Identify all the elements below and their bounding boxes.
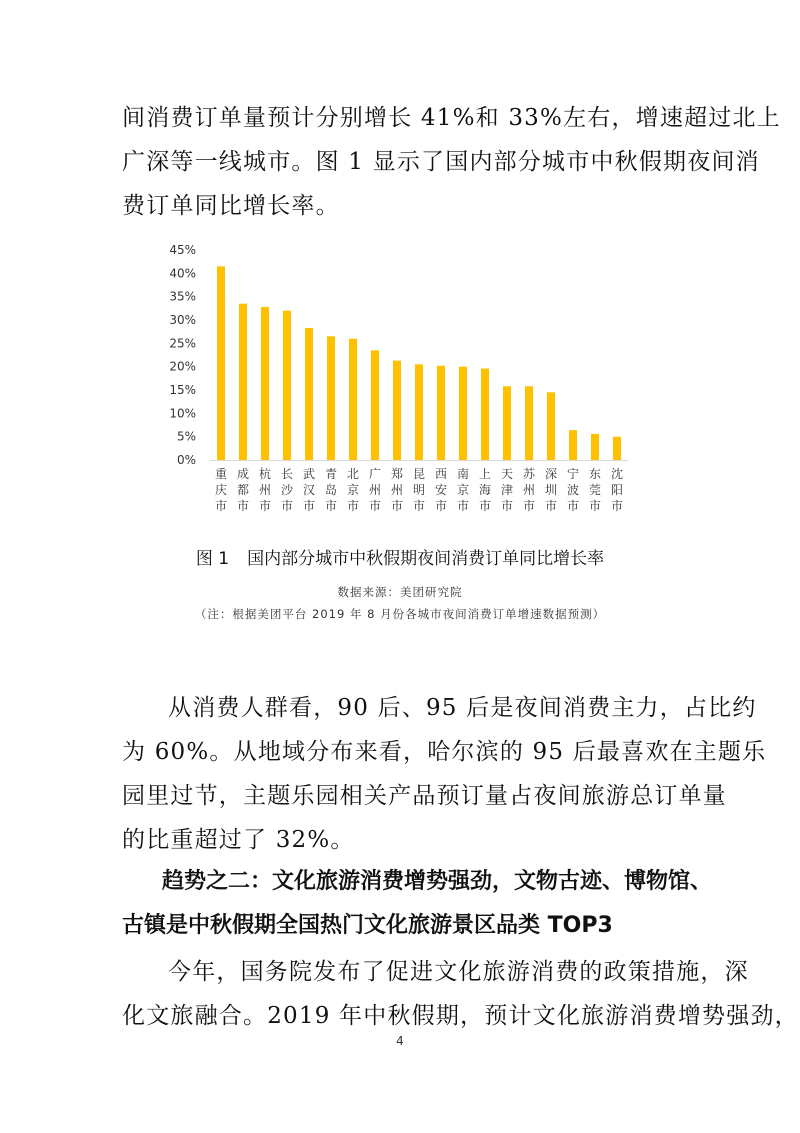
x-category-label: 西安市 [434, 467, 448, 513]
y-tick-label: 5% [176, 429, 196, 444]
bar [305, 328, 313, 460]
bar [503, 386, 511, 460]
bar [415, 364, 423, 460]
bar [569, 430, 577, 460]
x-category-label: 广州市 [368, 467, 382, 513]
x-category-label: 武汉市 [302, 467, 316, 513]
paragraph-line: 为 60%。从地域分布来看，哈尔滨的 95 后最喜欢在主题乐 [122, 739, 767, 765]
x-category-label: 南京市 [456, 467, 470, 513]
x-category-label: 长沙市 [280, 467, 294, 513]
x-category-label: 北京市 [346, 467, 360, 513]
bar [261, 307, 269, 460]
y-tick-label: 15% [169, 383, 196, 397]
bar [349, 339, 357, 460]
x-category-label: 沈阳市 [610, 467, 624, 513]
bar [591, 434, 599, 460]
bar [481, 369, 489, 460]
paragraph-line: 园里过节，主题乐园相关产品预订量占夜间旅游总订单量 [122, 783, 727, 809]
bar [217, 266, 225, 460]
x-category-label: 杭州市 [258, 467, 272, 513]
paragraph-line: 从消费人群看，90 后、95 后是夜间消费主力，占比约 [168, 695, 757, 721]
bar [459, 367, 467, 460]
paragraph-line: 今年，国务院发布了促进文化旅游消费的政策措施，深 [168, 959, 749, 985]
paragraph-line: 费订单同比增长率。 [122, 193, 340, 219]
bar [393, 361, 401, 460]
y-tick-label: 0% [176, 453, 196, 467]
section-heading [122, 860, 722, 948]
page-number: 4 [396, 1034, 404, 1048]
y-tick-label: 40% [169, 266, 196, 281]
bar [613, 437, 621, 460]
heading-line: 古镇是中秋假期全国热门文化旅游景区品类 TOP3 [122, 913, 613, 938]
x-category-label: 深圳市 [544, 467, 558, 513]
y-tick-label: 25% [169, 336, 196, 351]
y-tick-label: 35% [169, 289, 196, 304]
figure-source: 数据来源：美团研究院 [337, 585, 463, 599]
figure-number: 图 1 [195, 549, 230, 569]
bar [437, 366, 445, 460]
y-tick-label: 20% [169, 359, 196, 374]
bar [547, 392, 555, 460]
bar-chart [162, 240, 642, 530]
paragraph-line: 广深等一线城市。图 1 显示了国内部分城市中秋假期夜间消 [122, 149, 760, 175]
figure-title: 国内部分城市中秋假期夜间消费订单同比增长率 [247, 549, 605, 569]
heading-line: 趋势之二：文化旅游消费增势强劲，文物古迹、博物馆、 [162, 869, 713, 894]
y-tick-label: 10% [169, 406, 196, 421]
culture-paragraph [122, 950, 799, 1038]
bar [327, 336, 335, 460]
y-tick-label: 45% [169, 243, 196, 257]
consumer-paragraph [122, 686, 767, 862]
bar [283, 311, 291, 460]
intro-paragraph [122, 96, 781, 228]
bar [371, 350, 379, 460]
figure-caption [0, 544, 800, 569]
x-category-label: 青岛市 [324, 467, 338, 513]
x-category-label: 苏州市 [522, 467, 536, 513]
paragraph-line: 间消费订单量预计分别增长 41%和 33%左右，增速超过北上 [122, 105, 781, 131]
x-category-label: 宁波市 [566, 467, 580, 513]
y-tick-label: 30% [169, 313, 196, 327]
figure-note: （注：根据美团平台 2019 年 8 月份各城市夜间消费订单增速数据预测） [194, 607, 606, 621]
x-category-label: 昆明市 [412, 467, 426, 513]
x-category-label: 天津市 [500, 467, 514, 513]
bar [239, 304, 247, 460]
paragraph-line: 的比重超过了 32%。 [122, 827, 355, 853]
x-category-label: 上海市 [478, 467, 492, 513]
x-category-label: 东莞市 [588, 467, 602, 513]
x-category-label: 成都市 [236, 467, 250, 513]
x-category-label: 郑州市 [390, 467, 404, 513]
bar [525, 386, 533, 460]
x-category-label: 重庆市 [214, 467, 228, 513]
paragraph-line: 化文旅融合。2019 年中秋假期，预计文化旅游消费增势强劲， [122, 1003, 799, 1029]
